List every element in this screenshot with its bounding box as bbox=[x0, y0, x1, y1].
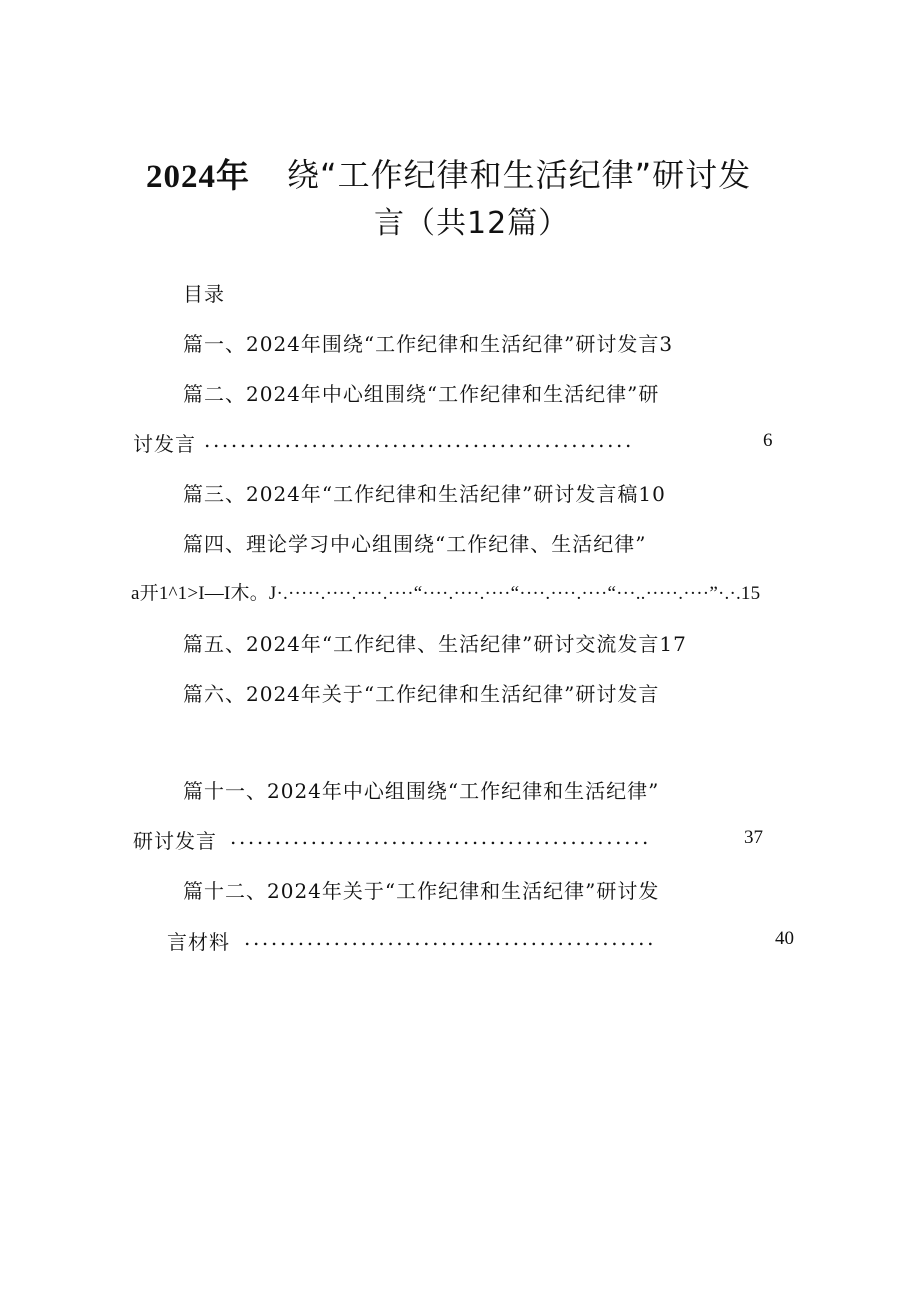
toc-entry-2-page: 6 bbox=[763, 430, 773, 451]
toc-entry-4[interactable]: 篇四、理论学习中心组围绕“工作纪律、生活纪律” bbox=[183, 532, 647, 556]
toc-entry-12-continued[interactable]: 言材料 bbox=[167, 930, 230, 954]
toc-entry-12-leader-dots: .............................................. bbox=[244, 926, 657, 950]
toc-entry-3[interactable]: 篇三、2024年“工作纪律和生活纪律”研讨发言稿10 bbox=[183, 482, 666, 506]
toc-entry-2-leader-dots: ................................................ bbox=[204, 428, 634, 452]
toc-entry-2-continued[interactable]: 讨发言 bbox=[133, 432, 196, 456]
toc-entry-4-continued[interactable]: a开1^1>I—I木。J·.·····.····.····.····“····.····.····“····.····.····“···..·····.····”·.·.15 bbox=[131, 583, 761, 604]
title-year: 2024年 bbox=[146, 159, 250, 195]
toc-entry-12[interactable]: 篇十二、2024年关于“工作纪律和生活纪律”研讨发 bbox=[183, 879, 660, 903]
toc-entry-6[interactable]: 篇六、2024年关于“工作纪律和生活纪律”研讨发言 bbox=[183, 682, 660, 706]
toc-entry-11-leader-dots: ............................................... bbox=[230, 825, 651, 849]
toc-entry-12-page: 40 bbox=[775, 928, 794, 949]
title-text-continued: 言（共12篇） bbox=[374, 206, 570, 241]
toc-heading: 目录 bbox=[183, 282, 225, 306]
toc-entry-1[interactable]: 篇一、2024年围绕“工作纪律和生活纪律”研讨发言3 bbox=[183, 332, 674, 356]
title-text: 绕“工作纪律和生活纪律”研讨发 bbox=[287, 156, 752, 194]
toc-entry-2[interactable]: 篇二、2024年中心组围绕“工作纪律和生活纪律”研 bbox=[183, 382, 660, 406]
toc-entry-5[interactable]: 篇五、2024年“工作纪律、生活纪律”研讨交流发言17 bbox=[183, 632, 687, 656]
toc-entry-11[interactable]: 篇十一、2024年中心组围绕“工作纪律和生活纪律” bbox=[183, 779, 660, 803]
toc-entry-11-page: 37 bbox=[744, 827, 763, 848]
toc-entry-11-continued[interactable]: 研讨发言 bbox=[133, 829, 217, 853]
